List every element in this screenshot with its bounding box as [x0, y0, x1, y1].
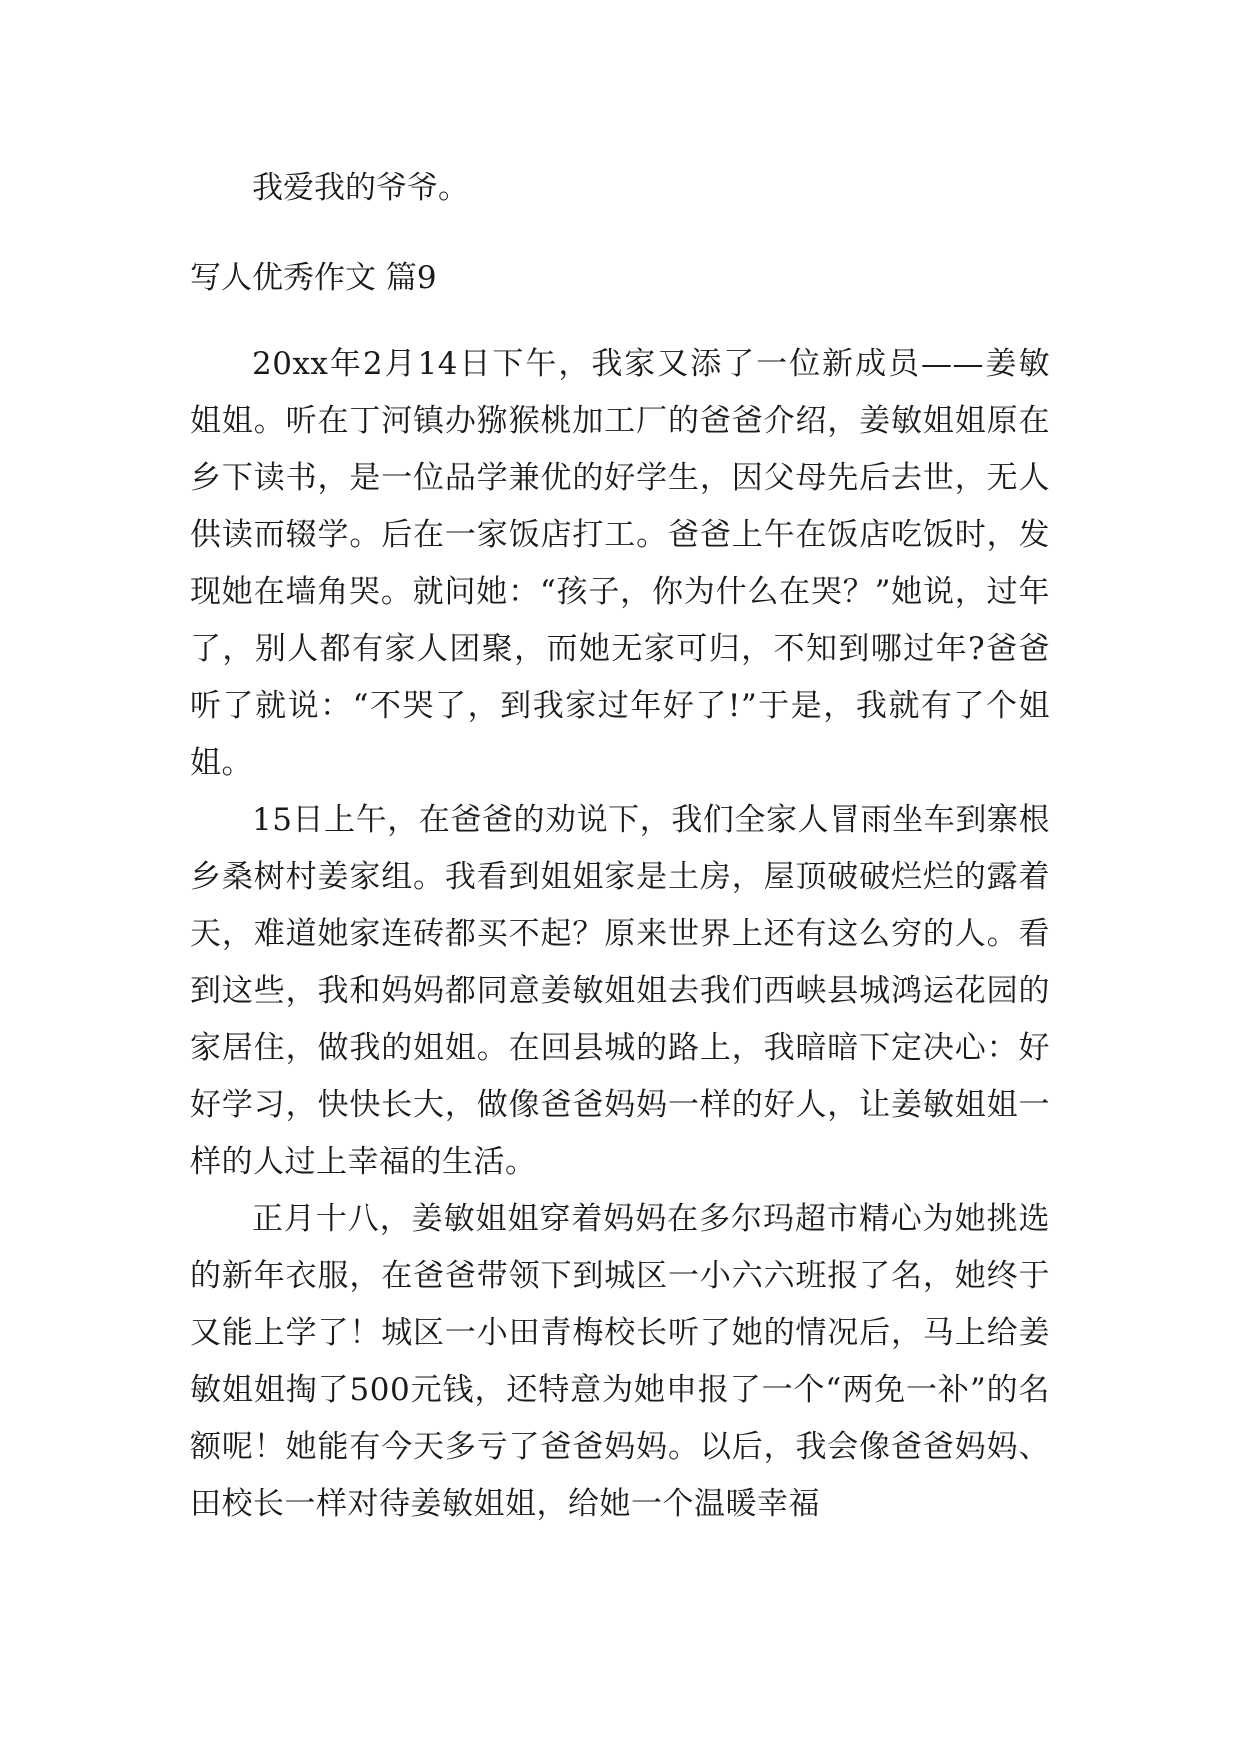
- section-heading: 写人优秀作文 篇9: [190, 260, 437, 296]
- paragraph-1: 20xx年2月14日下午，我家又添了一位新成员——姜敏姐姐。听在丁河镇办猕猴桃加工厂的爸爸介绍，姜敏姐姐原在乡下读书，是一位品学兼优的好学生，因父母先后去世，无人供读而辍学。后在一家饭店打工。爸爸上午在饭店吃饭时，发现她在墙角哭。就问她：“孩子，你为什么在哭？”她说，过年了，别人都有家人团聚，而她无家可归，不知到哪过年?爸爸听了就说：“不哭了，到我家过年好了!”于是，我就有了个姐姐。: [190, 346, 1050, 781]
- paragraph-3: 正月十八，姜敏姐姐穿着妈妈在多尔玛超市精心为她挑选的新年衣服，在爸爸带领下到城区一小六六班报了名，她终于又能上学了！城区一小田青梅校长听了她的情况后，马上给姜敏姐姐掏了500元钱，还特意为她申报了一个“两免一补”的名额呢！她能有今天多亏了爸爸妈妈。以后，我会像爸爸妈妈、田校长一样对待姜敏姐姐，给她一个温暖幸福: [190, 1201, 1050, 1522]
- intro-line: 我爱我的爷爷。: [252, 170, 469, 206]
- paragraph-2: 15日上午，在爸爸的劝说下，我们全家人冒雨坐车到寨根乡桑树村姜家组。我看到姐姐家是土房，屋顶破破烂烂的露着天，难道她家连砖都买不起？原来世界上还有这么穷的人。看到这些，我和妈妈都同意姜敏姐姐去我们西峡县城鸿运花园的家居住，做我的姐姐。在回县城的路上，我暗暗下定决心：好好学习，快快长大，做像爸爸妈妈一样的好人，让姜敏姐姐一样的人过上幸福的生活。: [190, 802, 1050, 1180]
- essay-body: [190, 336, 1050, 1533]
